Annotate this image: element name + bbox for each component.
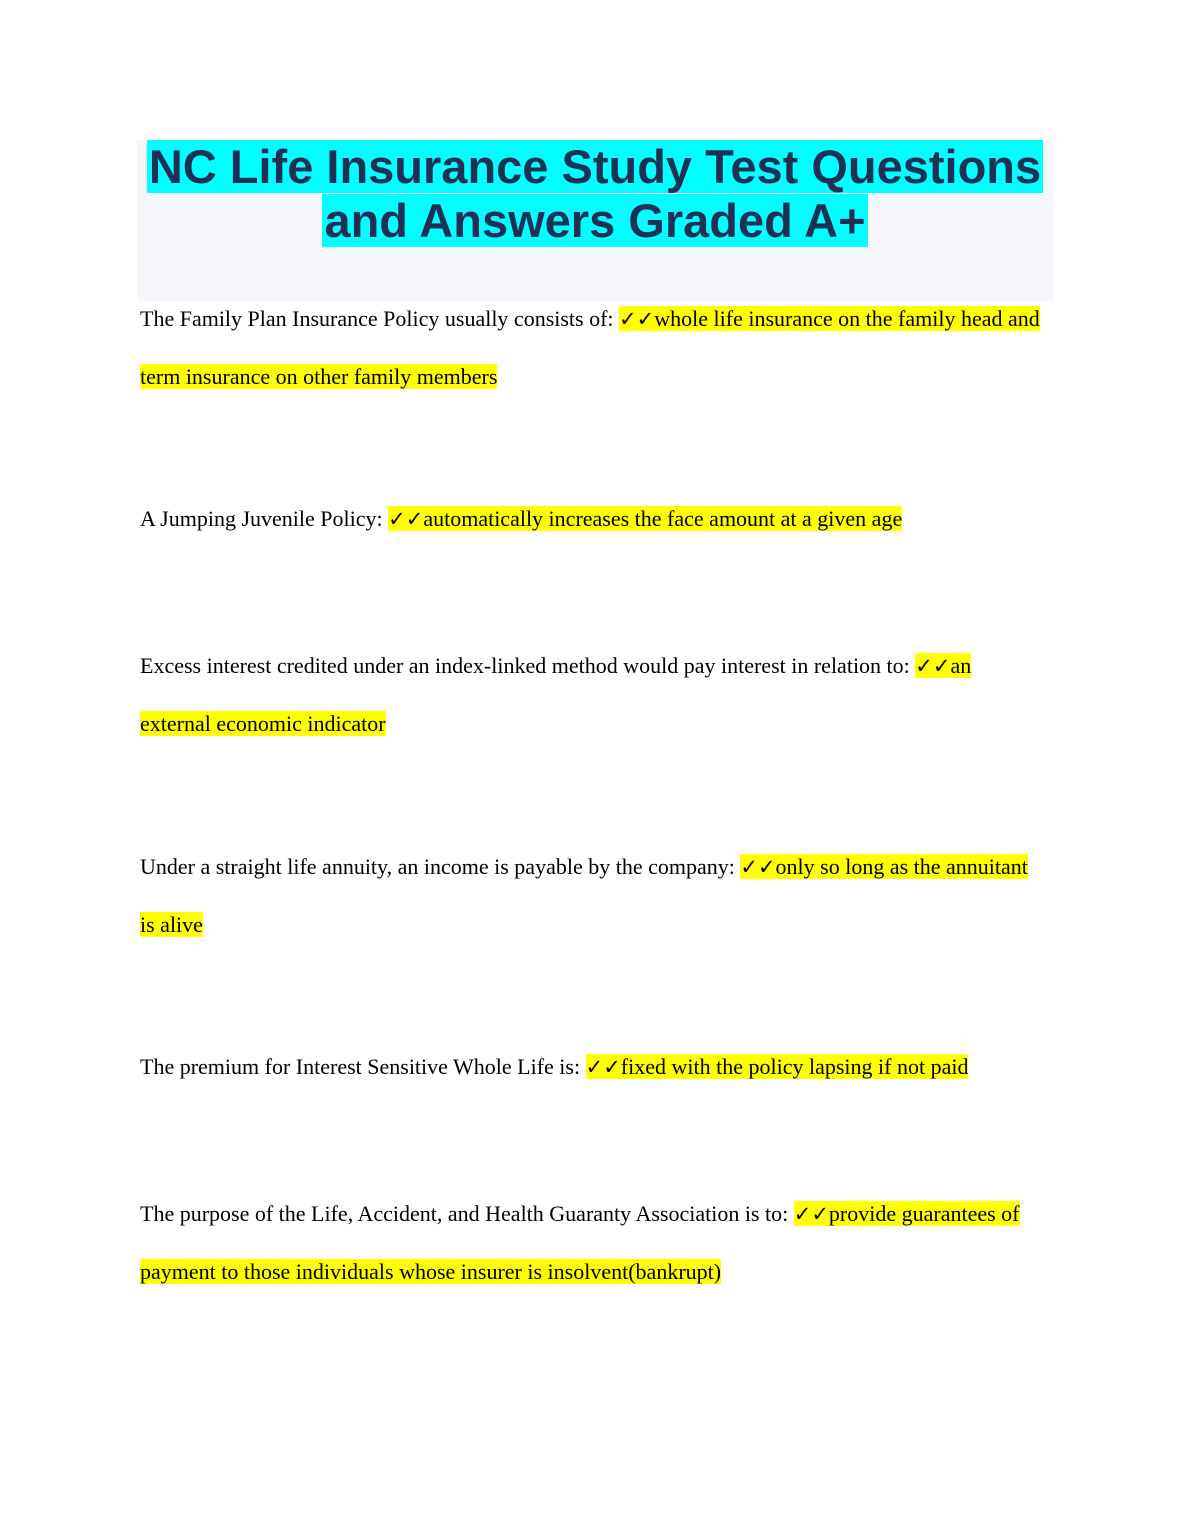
answer-text: fixed with the policy lapsing if not paid	[620, 1054, 969, 1079]
answer-text: provide guarantees of payment to those individuals whose insurer is insolvent(bankrupt)	[140, 1201, 1020, 1284]
qa-item	[140, 490, 1040, 548]
question-text: The premium for Interest Sensitive Whole Life is:	[140, 1054, 586, 1079]
check-mark-icon: ✓✓	[915, 654, 951, 678]
answer-text: only so long as the annuitant is alive	[140, 854, 1028, 937]
answer-text: an external economic indicator	[140, 653, 972, 736]
qa-item	[140, 637, 1040, 753]
question-text: The Family Plan Insurance Policy usually consists of:	[140, 306, 620, 331]
check-mark-icon: ✓✓	[585, 1055, 621, 1079]
check-mark-icon: ✓✓	[619, 307, 655, 331]
qa-item	[140, 1185, 1040, 1301]
question-text: The purpose of the Life, Accident, and Health Guaranty Association is to:	[140, 1201, 794, 1226]
question-text: Under a straight life annuity, an income is payable by the company:	[140, 854, 741, 879]
page-title	[137, 140, 1053, 248]
title-line-2: and Answers Graded A+	[324, 194, 866, 247]
answer-highlight	[388, 506, 902, 531]
title-block	[137, 140, 1053, 301]
answer-text: automatically increases the face amount at a given age	[423, 506, 903, 531]
question-text: Excess interest credited under an index-linked method would pay interest in relation to:	[140, 653, 916, 678]
title-line-1: NC Life Insurance Study Test Questions	[148, 140, 1042, 193]
check-mark-icon: ✓✓	[388, 507, 424, 531]
answer-highlight	[586, 1054, 969, 1079]
qa-item	[140, 1038, 1040, 1096]
check-mark-icon: ✓✓	[740, 855, 776, 879]
qa-item	[140, 838, 1040, 954]
check-mark-icon: ✓✓	[793, 1202, 829, 1226]
answer-text: whole life insurance on the family head and term insurance on other family members	[140, 306, 1040, 389]
qa-item	[140, 290, 1040, 406]
question-text: A Jumping Juvenile Policy:	[140, 506, 389, 531]
